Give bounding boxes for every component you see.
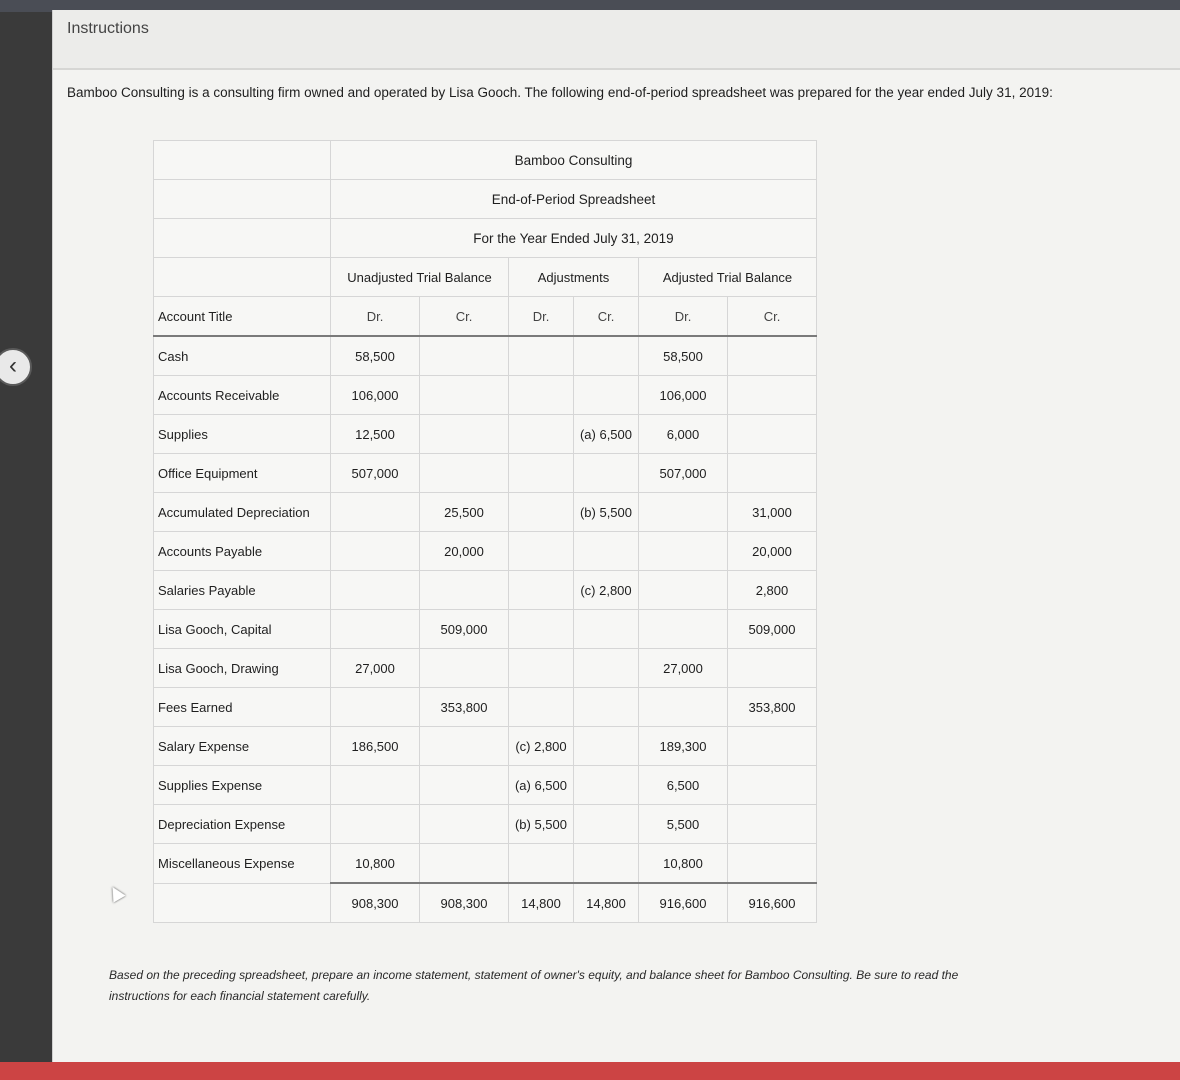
ut-dr-cell: 186,500: [331, 727, 420, 766]
adj-dr-cell: [509, 415, 574, 454]
table-row: [154, 727, 817, 766]
company-name: Bamboo Consulting: [331, 141, 817, 180]
adj-cr-cell: [574, 649, 639, 688]
at-dr-cell: [639, 493, 728, 532]
adj-dr-cell: [509, 376, 574, 415]
at-dr-header: Dr.: [639, 297, 728, 337]
total-at-cr: 916,600: [728, 883, 817, 923]
account-title: Accumulated Depreciation: [154, 493, 331, 532]
panel-header: [53, 10, 1180, 70]
at-dr-cell: 189,300: [639, 727, 728, 766]
chevron-left-icon[interactable]: ‹: [0, 348, 32, 386]
blank-cell: [154, 258, 331, 297]
ut-dr-cell: 106,000: [331, 376, 420, 415]
table-row: [154, 766, 817, 805]
sheet-period: For the Year Ended July 31, 2019: [331, 219, 817, 258]
ut-cr-cell: [420, 766, 509, 805]
at-dr-cell: 106,000: [639, 376, 728, 415]
ut-cr-cell: [420, 336, 509, 376]
end-of-period-spreadsheet: [153, 140, 817, 923]
account-title: Accounts Receivable: [154, 376, 331, 415]
account-title: Fees Earned: [154, 688, 331, 727]
ut-cr-cell: 509,000: [420, 610, 509, 649]
account-title: Salaries Payable: [154, 571, 331, 610]
account-title-header: Account Title: [154, 297, 331, 337]
adj-cr-cell: [574, 844, 639, 884]
ut-dr-cell: [331, 688, 420, 727]
at-cr-cell: 353,800: [728, 688, 817, 727]
instruction-note: Based on the preceding spreadsheet, prepare an income statement, statement of owner's equity, and balance sheet for Bamboo Consulting. Be sure to read the instructions for each financial statement carefully.: [109, 968, 959, 1003]
ut-dr-cell: 507,000: [331, 454, 420, 493]
table-row: [154, 493, 817, 532]
adj-dr-cell: [509, 610, 574, 649]
account-title: Cash: [154, 336, 331, 376]
at-cr-cell: [728, 766, 817, 805]
adjustments-header: Adjustments: [509, 258, 639, 297]
adj-dr-cell: [509, 336, 574, 376]
table-row: [154, 454, 817, 493]
adj-dr-cell: [509, 649, 574, 688]
table-row: [154, 376, 817, 415]
account-title: Supplies Expense: [154, 766, 331, 805]
at-cr-header: Cr.: [728, 297, 817, 337]
at-dr-cell: 10,800: [639, 844, 728, 884]
at-cr-cell: 2,800: [728, 571, 817, 610]
adj-dr-cell: [509, 532, 574, 571]
ut-cr-cell: [420, 649, 509, 688]
table-row: [154, 688, 817, 727]
account-title: Salary Expense: [154, 727, 331, 766]
table-row: [154, 532, 817, 571]
blank-cell: [154, 219, 331, 258]
at-cr-cell: [728, 805, 817, 844]
ut-dr-cell: [331, 610, 420, 649]
ut-cr-cell: [420, 805, 509, 844]
account-title: Supplies: [154, 415, 331, 454]
total-at-dr: 916,600: [639, 883, 728, 923]
total-ut-cr: 908,300: [420, 883, 509, 923]
blank-cell: [154, 883, 331, 923]
at-cr-cell: [728, 336, 817, 376]
account-title: Office Equipment: [154, 454, 331, 493]
adj-cr-cell: [574, 688, 639, 727]
ut-cr-cell: [420, 571, 509, 610]
adj-dr-cell: (c) 2,800: [509, 727, 574, 766]
adj-cr-cell: [574, 766, 639, 805]
intro-text: Bamboo Consulting is a consulting firm owned and operated by Lisa Gooch. The following end-of-period spreadsheet was prepared for the year ended July 31, 2019:: [67, 85, 1053, 100]
table-row: [154, 415, 817, 454]
at-dr-cell: [639, 688, 728, 727]
ut-cr-cell: [420, 727, 509, 766]
ut-dr-cell: 10,800: [331, 844, 420, 884]
sheet-title: End-of-Period Spreadsheet: [331, 180, 817, 219]
mouse-cursor-icon: [106, 883, 125, 902]
adj-dr-cell: [509, 454, 574, 493]
adj-cr-cell: [574, 532, 639, 571]
adj-dr-cell: [509, 571, 574, 610]
ut-dr-cell: 27,000: [331, 649, 420, 688]
at-dr-cell: 6,000: [639, 415, 728, 454]
total-adj-dr: 14,800: [509, 883, 574, 923]
at-dr-cell: [639, 610, 728, 649]
adj-dr-header: Dr.: [509, 297, 574, 337]
table-row: [154, 336, 817, 376]
at-cr-cell: [728, 649, 817, 688]
at-dr-cell: 5,500: [639, 805, 728, 844]
ut-dr-cell: 12,500: [331, 415, 420, 454]
at-cr-cell: 509,000: [728, 610, 817, 649]
ut-cr-header: Cr.: [420, 297, 509, 337]
panel-title: Instructions: [67, 20, 149, 37]
adj-cr-cell: [574, 376, 639, 415]
account-title: Miscellaneous Expense: [154, 844, 331, 884]
ut-dr-header: Dr.: [331, 297, 420, 337]
at-cr-cell: [728, 727, 817, 766]
table-row: [154, 844, 817, 884]
at-dr-cell: [639, 571, 728, 610]
adj-cr-cell: [574, 727, 639, 766]
adj-dr-cell: (b) 5,500: [509, 805, 574, 844]
ut-dr-cell: [331, 493, 420, 532]
at-cr-cell: [728, 844, 817, 884]
total-adj-cr: 14,800: [574, 883, 639, 923]
at-dr-cell: 6,500: [639, 766, 728, 805]
total-ut-dr: 908,300: [331, 883, 420, 923]
ut-cr-cell: [420, 415, 509, 454]
at-dr-cell: 27,000: [639, 649, 728, 688]
ut-cr-cell: 25,500: [420, 493, 509, 532]
table-row: [154, 649, 817, 688]
account-title: Accounts Payable: [154, 532, 331, 571]
adj-cr-cell: [574, 610, 639, 649]
adj-cr-header: Cr.: [574, 297, 639, 337]
adj-cr-cell: (b) 5,500: [574, 493, 639, 532]
blank-cell: [154, 180, 331, 219]
ut-dr-cell: [331, 571, 420, 610]
table-row: [154, 610, 817, 649]
table-row: [154, 805, 817, 844]
ut-dr-cell: [331, 532, 420, 571]
at-cr-cell: [728, 415, 817, 454]
ut-cr-cell: [420, 454, 509, 493]
adj-cr-cell: (a) 6,500: [574, 415, 639, 454]
account-title: Lisa Gooch, Capital: [154, 610, 331, 649]
ut-dr-cell: 58,500: [331, 336, 420, 376]
ut-cr-cell: [420, 376, 509, 415]
adjusted-trial-balance-header: Adjusted Trial Balance: [639, 258, 817, 297]
taskbar-strip: [0, 1062, 1180, 1080]
at-cr-cell: [728, 376, 817, 415]
adj-cr-cell: [574, 336, 639, 376]
at-cr-cell: 20,000: [728, 532, 817, 571]
adj-dr-cell: (a) 6,500: [509, 766, 574, 805]
at-dr-cell: 58,500: [639, 336, 728, 376]
ut-cr-cell: 20,000: [420, 532, 509, 571]
adj-dr-cell: [509, 844, 574, 884]
at-dr-cell: 507,000: [639, 454, 728, 493]
ut-dr-cell: [331, 805, 420, 844]
instructions-panel: [52, 10, 1180, 1062]
adj-cr-cell: (c) 2,800: [574, 571, 639, 610]
ut-cr-cell: [420, 844, 509, 884]
adj-dr-cell: [509, 493, 574, 532]
adj-dr-cell: [509, 688, 574, 727]
account-title: Depreciation Expense: [154, 805, 331, 844]
unadjusted-trial-balance-header: Unadjusted Trial Balance: [331, 258, 509, 297]
table-row: [154, 571, 817, 610]
adj-cr-cell: [574, 805, 639, 844]
ut-dr-cell: [331, 766, 420, 805]
ut-cr-cell: 353,800: [420, 688, 509, 727]
at-cr-cell: [728, 454, 817, 493]
account-title: Lisa Gooch, Drawing: [154, 649, 331, 688]
adj-cr-cell: [574, 454, 639, 493]
at-cr-cell: 31,000: [728, 493, 817, 532]
blank-cell: [154, 141, 331, 180]
at-dr-cell: [639, 532, 728, 571]
